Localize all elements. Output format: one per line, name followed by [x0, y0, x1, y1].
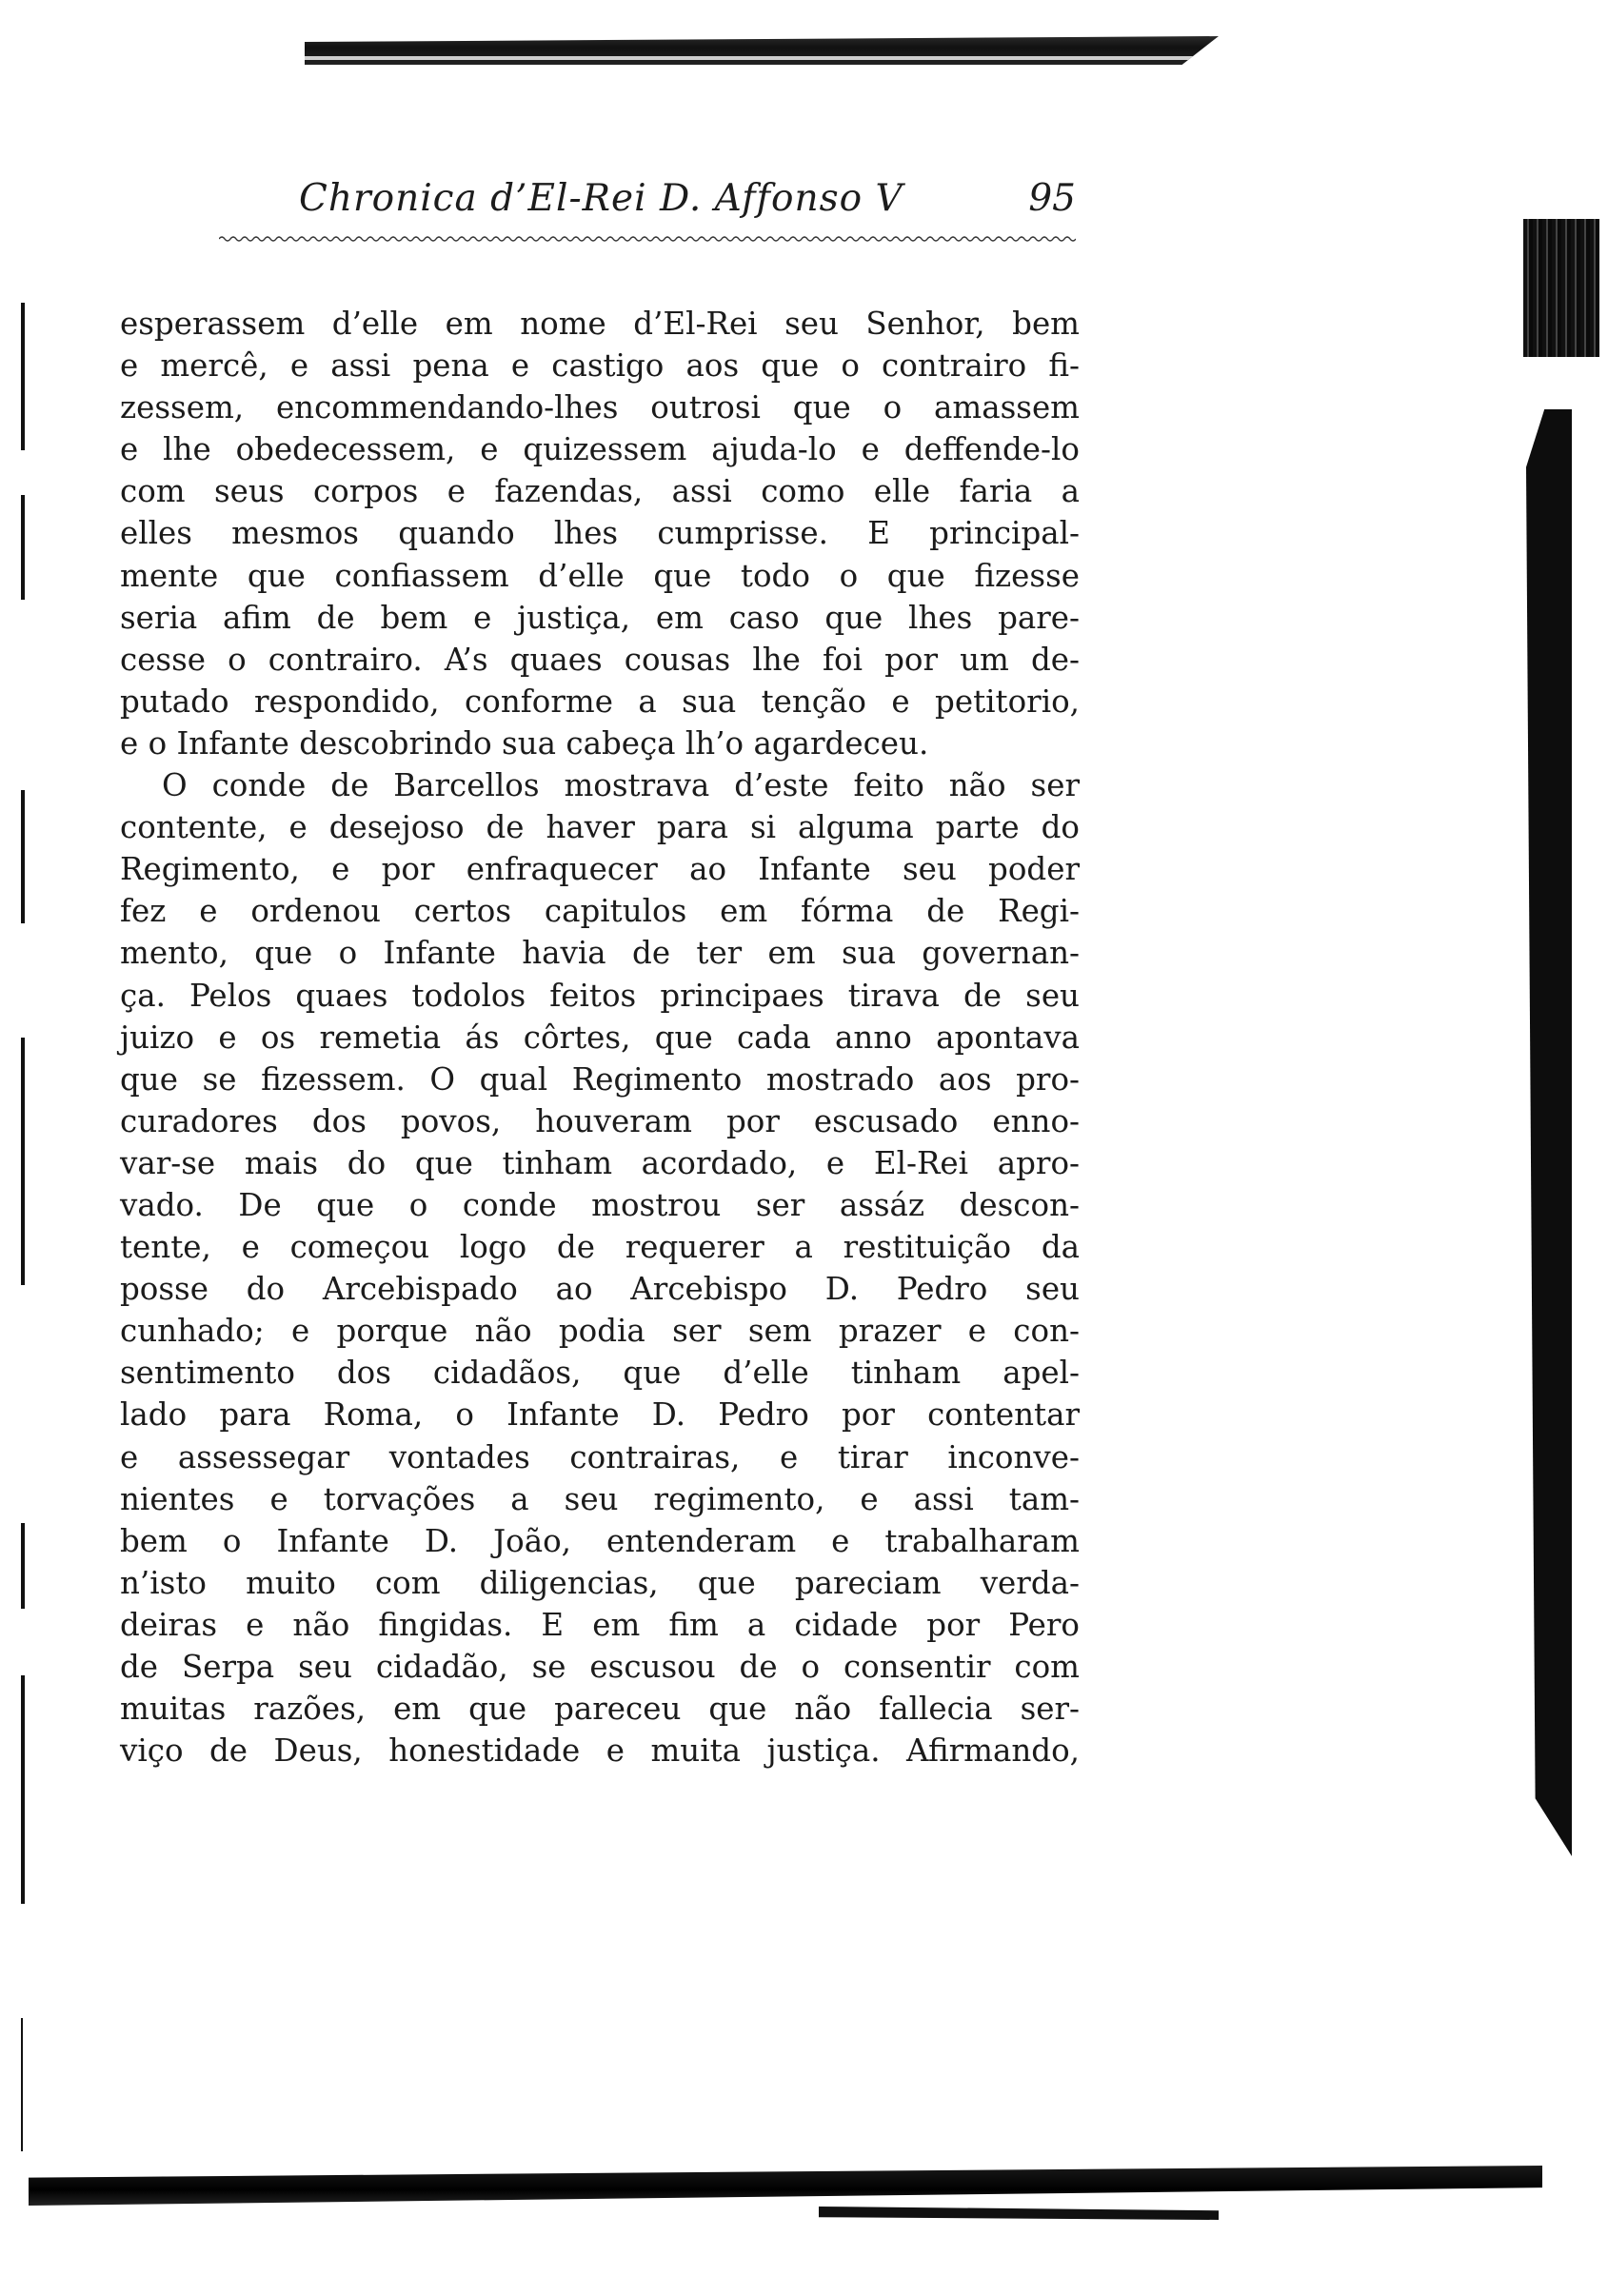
scan-artifact-top-bar	[305, 36, 1219, 65]
text-line: tente, e começou logo de requerer a restituição da	[120, 1229, 1080, 1266]
body-text	[120, 303, 1080, 1771]
text-line: e mercê, e assi pena e castigo aos que o contrairo fi-	[120, 347, 1080, 385]
text-line: var-se mais do que tinham acordado, e El-Rei apro-	[120, 1144, 1080, 1181]
text-line: juizo e os remetia ás côrtes, que cada anno apontava	[120, 1019, 1080, 1056]
scan-artifact-left-edge	[21, 495, 25, 600]
text-line: fez e ordenou certos capitulos em fórma de Regi-	[120, 893, 1080, 930]
text-line: que se fizessem. O qual Regimento mostrado aos pro-	[120, 1060, 1080, 1098]
text-line: esperassem d’elle em nome d’El-Rei seu Senhor, bem	[120, 306, 1080, 342]
scan-artifact-right-block	[1523, 219, 1599, 357]
text-line: contente, e desejoso de haver para si alguma parte do	[120, 809, 1080, 846]
text-line: cesse o contrairo. A’s quaes cousas lhe foi por um de-	[120, 641, 1080, 678]
text-line: elles mesmos quando lhes cumprisse. E principal-	[120, 515, 1080, 552]
text-line: deiras e não fingidas. E em fim a cidade por Pero	[120, 1606, 1080, 1643]
text-line: sentimento dos cidadãos, que d’elle tinham apel-	[120, 1355, 1080, 1392]
text-line: e lhe obedecessem, e quizessem ajuda-lo e deffende-lo	[120, 431, 1080, 468]
text-line: lado para Roma, o Infante D. Pedro por contentar	[120, 1396, 1080, 1434]
page-number: 95	[1028, 177, 1076, 220]
text-line: Regimento, e por enfraquecer ao Infante seu poder	[120, 851, 1080, 888]
text-line: e assessegar vontades contrairas, e tirar inconve-	[120, 1438, 1080, 1475]
scan-artifact-left-edge	[21, 1038, 25, 1285]
scan-artifact-left-edge	[21, 1675, 25, 1904]
text-line: posse do Arcebispado ao Arcebispo D. Pedro seu	[120, 1271, 1080, 1308]
paragraph-first-line: O conde de Barcellos mostrava d’este feito não ser	[162, 767, 1080, 804]
scan-artifact-right-edge	[1526, 409, 1572, 1856]
text-line: curadores dos povos, houveram por escusado enno-	[120, 1102, 1080, 1139]
scan-artifact-left-edge	[21, 303, 25, 450]
scan-artifact-bottom-bar	[819, 2207, 1219, 2220]
text-line: nientes e torvações a seu regimento, e assi tam-	[120, 1480, 1080, 1517]
text-line: putado respondido, conforme a sua tenção e petitorio,	[120, 683, 1080, 720]
text-line: zessem, encommendando-lhes outrosi que o amassem	[120, 389, 1080, 426]
text-line: viço de Deus, honestidade e muita justiça. Afirmando,	[120, 1732, 1080, 1770]
text-line: mente que confiassem d’elle que todo o que fizesse	[120, 557, 1080, 594]
text-line: mento, que o Infante havia de ter em sua governan-	[120, 935, 1080, 972]
scan-artifact-bottom-bar	[29, 2166, 1542, 2206]
text-line: seria afim de bem e justiça, em caso que lhes pare-	[120, 599, 1080, 636]
ornamental-rule	[219, 234, 1076, 244]
text-line: ça. Pelos quaes todolos feitos principaes tirava de seu	[120, 977, 1080, 1014]
text-line: n’isto muito com diligencias, que pareciam verda-	[120, 1564, 1080, 1601]
text-line: com seus corpos e fazendas, assi como elle faria a	[120, 473, 1080, 510]
scan-artifact-left-edge	[21, 1523, 25, 1609]
running-head	[219, 177, 1076, 232]
text-line: cunhado; e porque não podia ser sem prazer e con-	[120, 1313, 1080, 1350]
running-title: Chronica d’El-Rei D. Affonso V	[299, 177, 903, 220]
text-line: e o Infante descobrindo sua cabeça lh’o agardeceu.	[120, 724, 929, 762]
text-line: bem o Infante D. João, entenderam e trabalharam	[120, 1522, 1080, 1559]
text-line: de Serpa seu cidadão, se escusou de o consentir com	[120, 1649, 1080, 1685]
scan-artifact-left-edge	[21, 2018, 23, 2151]
text-line: muitas razões, em que pareceu que não fallecia ser-	[120, 1691, 1080, 1728]
text-line: vado. De que o conde mostrou ser assáz descon-	[120, 1186, 1080, 1223]
scan-artifact-left-edge	[21, 790, 25, 923]
